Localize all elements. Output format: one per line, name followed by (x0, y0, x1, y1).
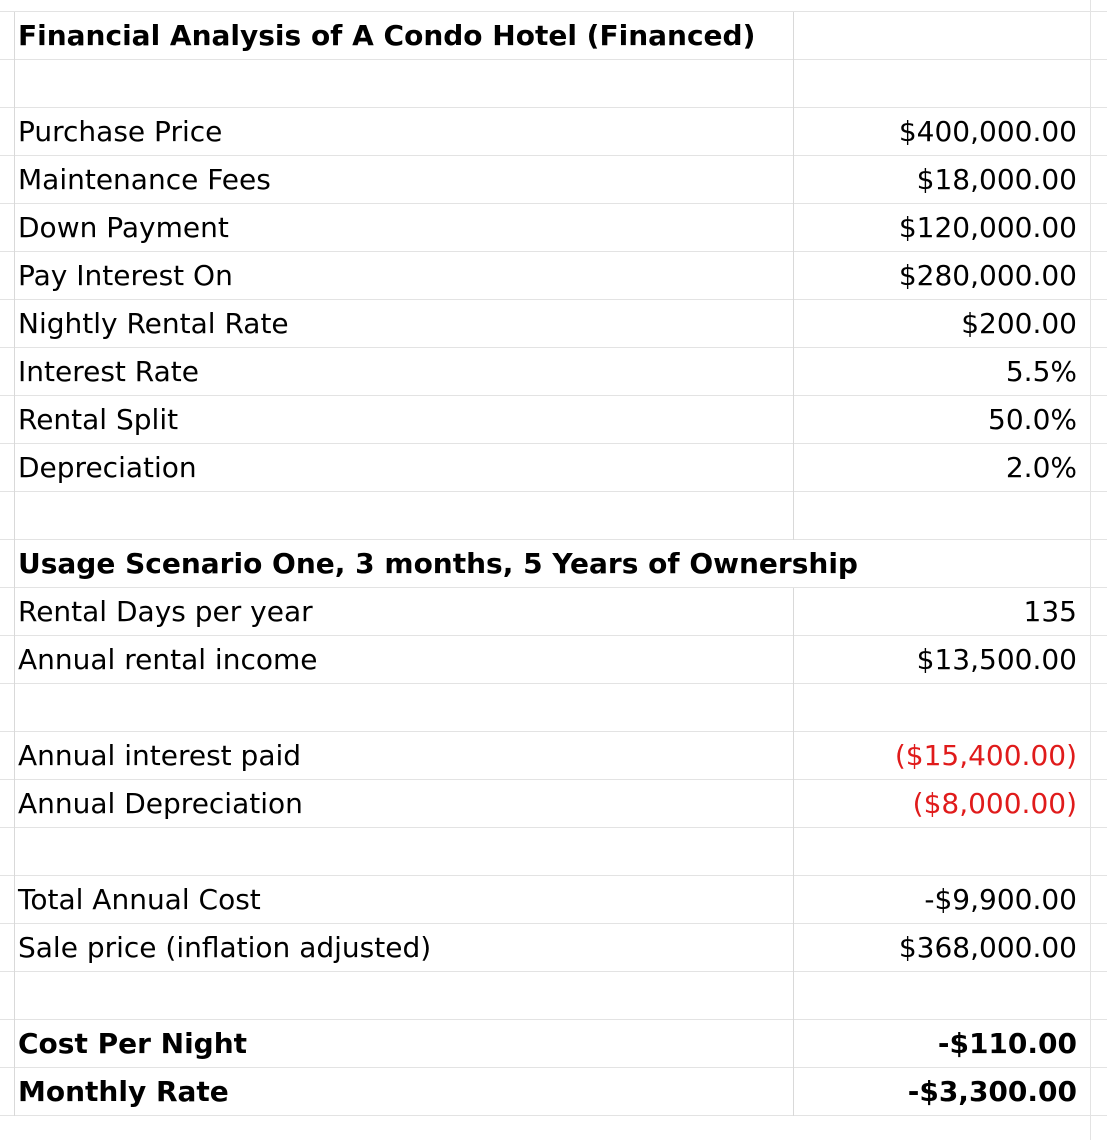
row-title[interactable] (0, 12, 1107, 60)
interest-paid-label: Annual interest paid (18, 739, 302, 772)
monthly-rate-label: Monthly Rate (18, 1075, 229, 1108)
rental-split-label: Rental Split (18, 403, 179, 436)
row-rental-days[interactable] (0, 588, 1107, 636)
row-empty[interactable] (0, 828, 1107, 876)
row-purchase-price[interactable] (0, 108, 1107, 156)
rental-days-value: 135 (1023, 595, 1077, 628)
nightly-rental-rate-label: Nightly Rental Rate (18, 307, 289, 340)
row-depreciation[interactable] (0, 444, 1107, 492)
total-annual-cost-value: -$9,900.00 (924, 883, 1077, 916)
row-cost-per-night[interactable] (0, 1020, 1107, 1068)
row-pay-interest-on[interactable] (0, 252, 1107, 300)
rental-income-label: Annual rental income (18, 643, 318, 676)
maintenance-fees-label: Maintenance Fees (18, 163, 271, 196)
row-down-payment[interactable] (0, 204, 1107, 252)
row-interest-rate[interactable] (0, 348, 1107, 396)
row-total-annual-cost[interactable] (0, 876, 1107, 924)
pay-interest-on-label: Pay Interest On (18, 259, 233, 292)
sale-price-label: Sale price (inflation adjusted) (18, 931, 432, 964)
annual-depreciation-value: ($8,000.00) (912, 787, 1077, 820)
monthly-rate-value: -$3,300.00 (907, 1075, 1077, 1108)
row-empty[interactable] (0, 972, 1107, 1020)
interest-paid-value: ($15,400.00) (894, 739, 1077, 772)
purchase-price-value: $400,000.00 (898, 115, 1077, 148)
down-payment-value: $120,000.00 (898, 211, 1077, 244)
sale-price-value: $368,000.00 (898, 931, 1077, 964)
row-empty[interactable] (0, 492, 1107, 540)
row-rental-split[interactable] (0, 396, 1107, 444)
row-empty[interactable] (0, 60, 1107, 108)
row-nightly-rental-rate[interactable] (0, 300, 1107, 348)
down-payment-label: Down Payment (18, 211, 229, 244)
scenario-heading: Usage Scenario One, 3 months, 5 Years of Ownership (18, 547, 858, 580)
rental-split-value: 50.0% (988, 403, 1077, 436)
nightly-rental-rate-value: $200.00 (961, 307, 1077, 340)
row-annual-depreciation[interactable] (0, 780, 1107, 828)
interest-rate-value: 5.5% (1005, 355, 1077, 388)
depreciation-label: Depreciation (18, 451, 197, 484)
depreciation-value: 2.0% (1005, 451, 1077, 484)
row-scenario-heading[interactable] (0, 540, 1107, 588)
row-sale-price[interactable] (0, 924, 1107, 972)
purchase-price-label: Purchase Price (18, 115, 223, 148)
row-monthly-rate[interactable] (0, 1068, 1107, 1116)
row-rental-income[interactable] (0, 636, 1107, 684)
row-interest-paid[interactable] (0, 732, 1107, 780)
cost-per-night-value: -$110.00 (937, 1027, 1077, 1060)
interest-rate-label: Interest Rate (18, 355, 200, 388)
sheet-title: Financial Analysis of A Condo Hotel (Financed) (18, 19, 756, 52)
annual-depreciation-label: Annual Depreciation (18, 787, 303, 820)
rental-income-value: $13,500.00 (916, 643, 1077, 676)
spreadsheet (0, 12, 1107, 1116)
row-maintenance-fees[interactable] (0, 156, 1107, 204)
cost-per-night-label: Cost Per Night (18, 1027, 248, 1060)
rental-days-label: Rental Days per year (18, 595, 313, 628)
pay-interest-on-value: $280,000.00 (898, 259, 1077, 292)
maintenance-fees-value: $18,000.00 (916, 163, 1077, 196)
total-annual-cost-label: Total Annual Cost (18, 883, 261, 916)
row-empty[interactable] (0, 684, 1107, 732)
